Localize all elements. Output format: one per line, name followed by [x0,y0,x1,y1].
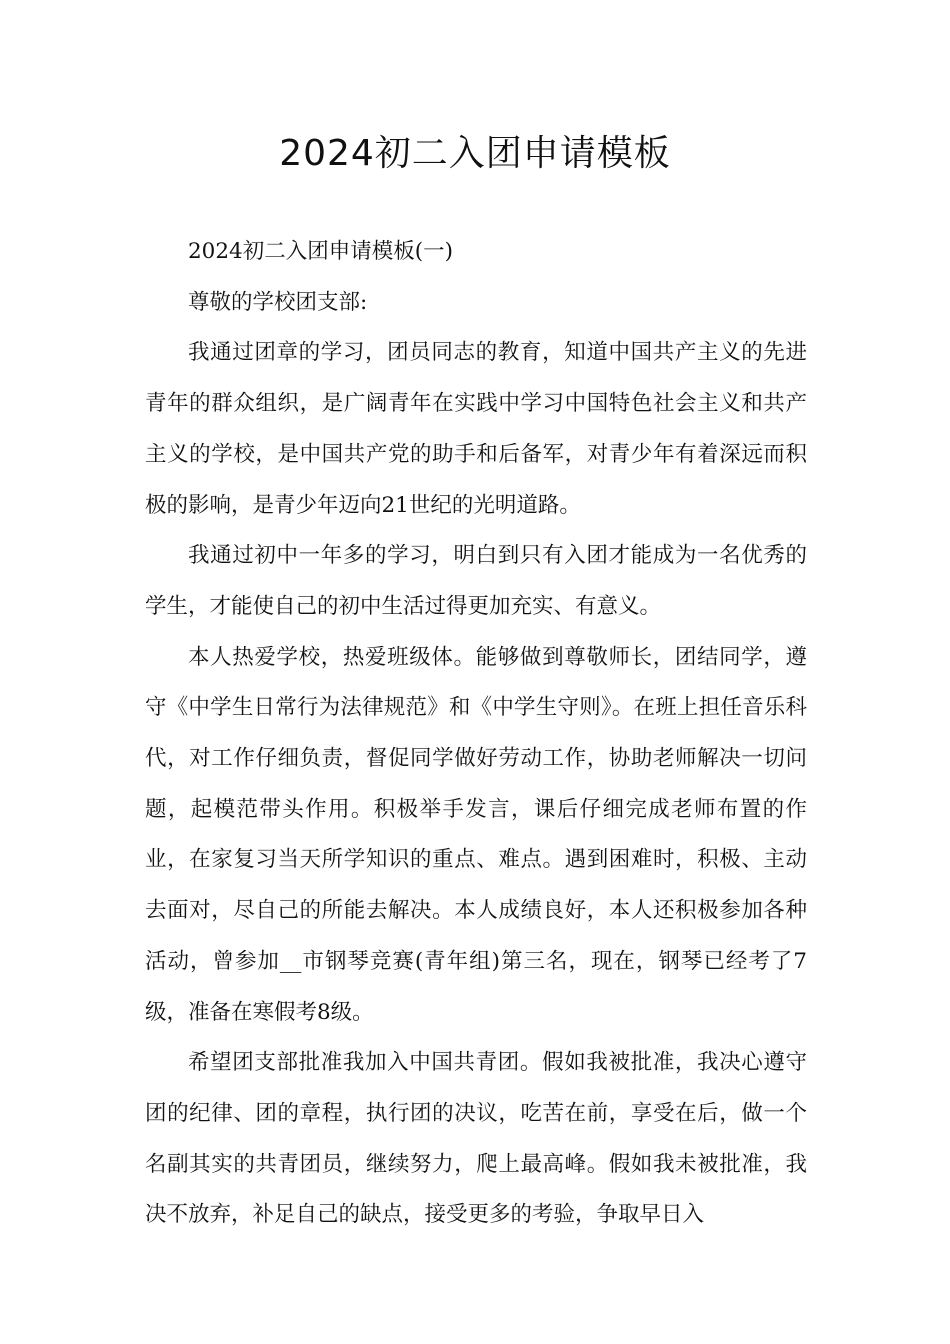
document-body [145,227,807,1241]
body-paragraph: 本人热爱学校，热爱班级体。能够做到尊敬师长，团结同学，遵守《中学生日常行为法律规范》和《中学生守则》。在班上担任音乐科代，对工作仔细负责，督促同学做好劳动工作，协助老师解决一切问题，起模范带头作用。积极举手发言，课后仔细完成老师布置的作业，在家复习当天所学知识的重点、难点。遇到困难时，积极、主动去面对，尽自己的所能去解决。本人成绩良好，本人还积极参加各种活动，曾参加__市钢琴竞赛(青年组)第三名，现在，钢琴已经考了7级，准备在寒假考8级。 [145,644,807,1025]
salutation-line: 尊敬的学校团支部: [188,289,368,315]
body-paragraph: 我通过团章的学习，团员同志的教育，知道中国共产主义的先进青年的群众组织，是广阔青年在实践中学习中国特色社会主义和共产主义的学校，是中国共产党的助手和后备军，对青少年有着深远而积极的影响，是青少年迈向21世纪的光明道路。 [145,340,807,518]
subtitle-line: 2024初二入团申请模板(一) [188,239,453,264]
body-paragraph: 希望团支部批准我加入中国共青团。假如我被批准，我决心遵守团的纪律、团的章程，执行团的决议，吃苦在前，享受在后，做一个名副其实的共青团员，继续努力，爬上最高峰。假如我未被批准，我决不放弃，补足自己的缺点，接受更多的考验，争取早日入 [145,1050,807,1228]
document-title: 2024初二入团申请模板 [279,133,671,174]
body-paragraph: 我通过初中一年多的学习，明白到只有入团才能成为一名优秀的学生，才能使自己的初中生活过得更加充实、有意义。 [145,543,807,619]
